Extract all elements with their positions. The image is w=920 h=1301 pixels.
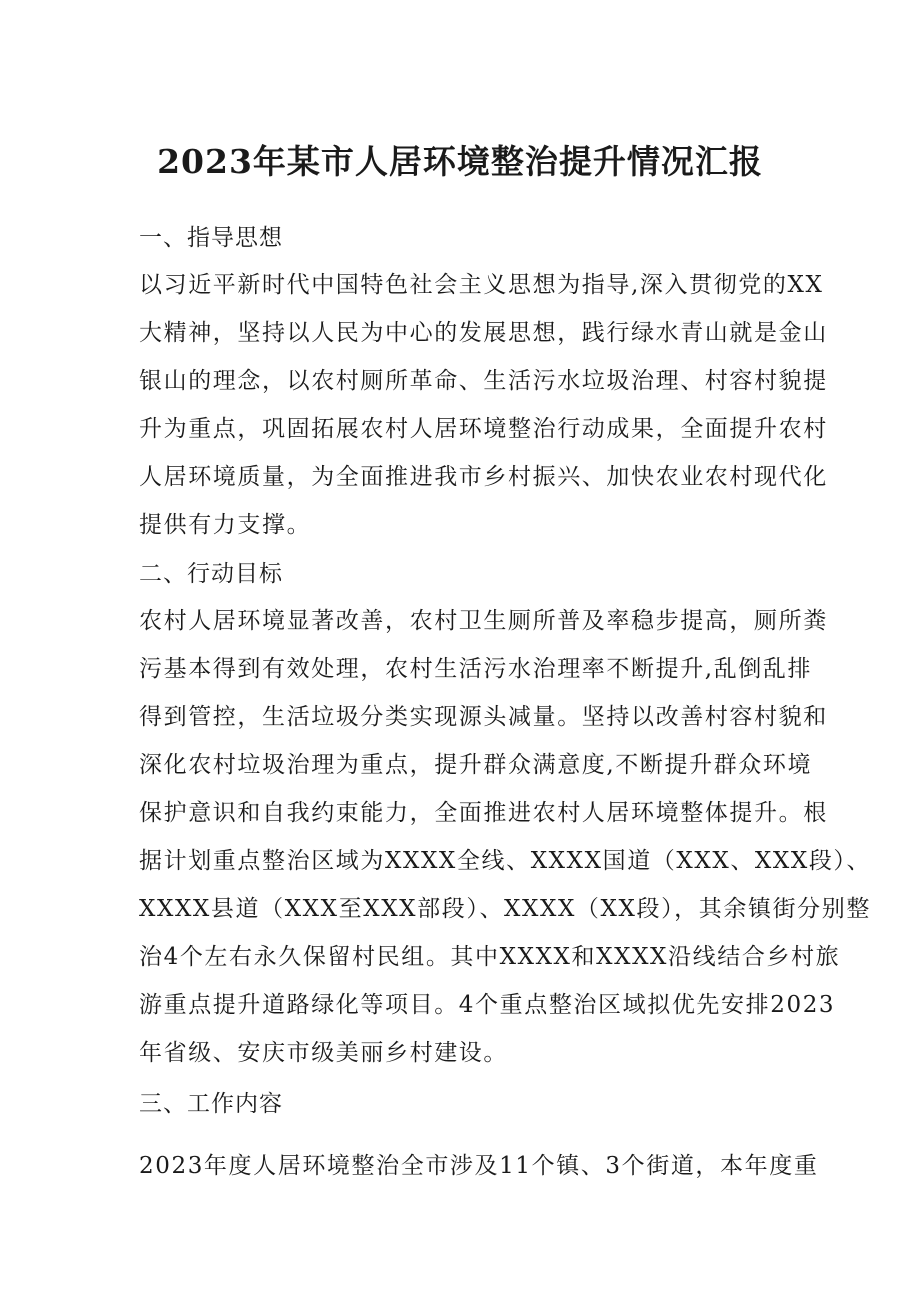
paragraph-line: 大精神，坚持以人民为中心的发展思想，践行绿水青山就是金山: [139, 320, 828, 346]
paragraph-line: 治4个左右永久保留村民组。其中XXXX和XXXX沿线结合乡村旅: [139, 944, 841, 970]
paragraph-line: 游重点提升道路绿化等项目。4个重点整治区域拟优先安排2023: [139, 992, 836, 1018]
paragraph-line: 年省级、安庆市级美丽乡村建设。: [139, 1040, 508, 1066]
paragraph-line: 人居环境质量，为全面推进我市乡村振兴、加快农业农村现代化: [139, 464, 828, 490]
paragraph-line: 农村人居环境显著改善，农村卫生厕所普及率稳步提高，厕所粪: [139, 608, 828, 634]
paragraph-line: 2023年度人居环境整治全市涉及11个镇、3个街道，本年度重: [139, 1153, 819, 1179]
paragraph-line: XXXX县道（XXX至XXX部段）、XXXX（XX段），其余镇街分别整: [139, 896, 871, 922]
paragraph-line: 提供有力支撑。: [139, 512, 312, 538]
paragraph-line: 银山的理念，以农村厕所革命、生活污水垃圾治理、村容村貌提: [139, 368, 828, 394]
paragraph-line: 以习近平新时代中国特色社会主义思想为指导,深入贯彻党的XX: [139, 272, 824, 298]
section-body-work-content: [139, 1142, 819, 1190]
paragraph-line: 污基本得到有效处理，农村生活污水治理率不断提升,乱倒乱排: [139, 656, 813, 682]
document-title: 2023年某市人居环境整治提升情况汇报: [157, 142, 763, 181]
paragraph-line: 保护意识和自我约束能力，全面推进农村人居环境整体提升。根: [139, 800, 828, 826]
paragraph-line: 得到管控，生活垃圾分类实现源头减量。坚持以改善村容村貌和: [139, 704, 828, 730]
section-heading-work-content: 三、工作内容: [139, 1091, 283, 1117]
paragraph-line: 深化农村垃圾治理为重点，提升群众满意度,不断提升群众环境: [139, 752, 813, 778]
section-body-action-goals: [139, 597, 872, 1077]
paragraph-line: 升为重点，巩固拓展农村人居环境整治行动成果，全面提升农村: [139, 416, 828, 442]
section-body-guiding-thought: [139, 261, 828, 549]
paragraph-line: 据计划重点整治区域为XXXX全线、XXXX国道（XXX、XXX段）、: [139, 848, 872, 874]
section-heading-guiding-thought: 一、指导思想: [139, 225, 283, 251]
section-heading-action-goals: 二、行动目标: [139, 561, 283, 587]
